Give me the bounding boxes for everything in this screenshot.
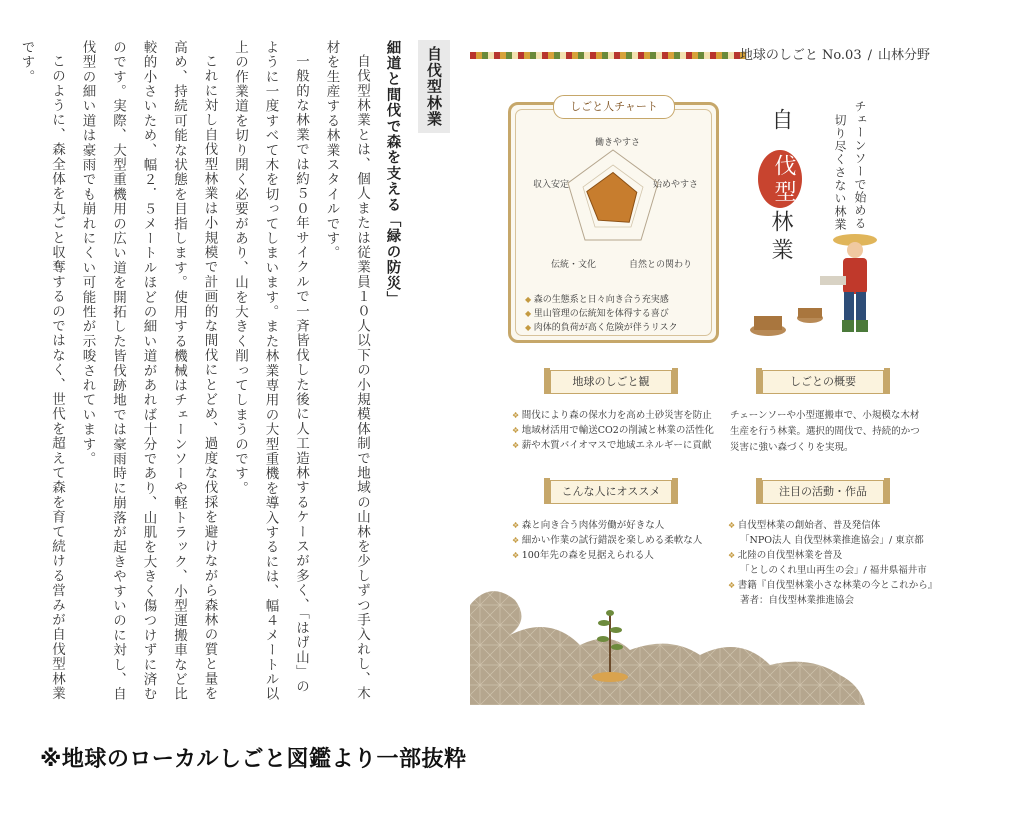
article-headline: 細道と間伐で森を支える「緑の防災」: [384, 40, 402, 307]
tag-recommend: こんな人にオススメ: [550, 480, 672, 504]
boot-icon: [842, 320, 854, 332]
radar-label-ease: 働きやすさ: [595, 138, 641, 148]
activity-item: ❖ 北陸の自伐型林業を普及: [728, 548, 937, 563]
woodcutter-illustration: [740, 230, 890, 350]
recommend-item: ❖ 細かい作業の試行錯誤を楽しめる柔軟な人: [512, 533, 702, 548]
radar-label-tradition: 伝統・文化: [551, 260, 597, 270]
article-paragraph: これに対し自伐型林業は小規模で計画的な間伐にとどめ、過度な伐採を避けながら森林の質と量を高め、持続可能な状態を目指します。使用する機械はチェーンソーや軽トラック、小型運搬車など比較的小さいため、幅２．５メートルほどの細い道があれば十分であり、山肌を大きく傷つけずに済むのです。実際、大型重機用の広い道を開拓した皆伐跡地では豪雨時に崩落が起きやすいのに対し、自伐型の細い道は豪雨でも崩れにくい可能性が示唆されています。: [79, 40, 218, 702]
title-bottom: 林業: [768, 210, 793, 266]
radar-label-start: 始めやすさ: [653, 180, 699, 190]
stump-icon: [798, 308, 822, 318]
leaf-icon: [598, 620, 610, 626]
activity-item: ❖ 自伐型林業の創始者、普及発信体: [728, 518, 937, 533]
activity-item: ❖ 書籍『自伐型林業小さな林業の今とこれから』: [728, 578, 937, 593]
activity-item: 著者：自伐型林業推進協会: [740, 595, 855, 606]
stump-icon: [754, 316, 782, 330]
radar-area: [587, 173, 637, 223]
category: 山林分野: [877, 48, 930, 63]
decorative-border: [470, 52, 746, 59]
boot-icon: [856, 320, 868, 332]
view-item: ❖ 地域材活用で輸送CO2の削減と林業の活性化: [512, 423, 714, 438]
article-text: [18, 40, 450, 705]
activity-item: 「としのくれ里山再生の会」/ 福井県福井市: [740, 565, 927, 576]
view-list: [512, 408, 714, 453]
catch-line-2: 切り尽くさない林業: [833, 114, 847, 231]
source-caption: ※地球のローカルしごと図鑑より一部抜粋: [40, 747, 467, 772]
radar-label-income: 収入安定: [533, 180, 570, 190]
catch-line-1: チェーンソーで始める: [853, 100, 867, 230]
title-top: 自: [768, 108, 793, 136]
infographic-panel: [470, 40, 940, 705]
overview-text: チェーンソーや小型運搬車で、小規模な木材生産を行う林業。選択的間伐で、持続的かつ災害に強い森づくりを実現。: [730, 410, 920, 453]
leaf-icon: [597, 636, 609, 642]
tag-activity: 注目の活動・作品: [762, 480, 884, 504]
soil-mound: [592, 672, 628, 682]
worker-leg: [856, 292, 866, 322]
chart-note: ◆ 森の生態系と日々向き合う充実感: [525, 293, 678, 307]
activity-item: 「NPO法人 自伐型林業推進協会」/ 東京都: [740, 535, 924, 546]
leaf-icon: [610, 627, 622, 633]
title-mid: 伐型: [771, 154, 796, 206]
series-number: 地球のしごと No.03: [739, 48, 862, 63]
ground-shape: [470, 591, 865, 705]
chart-note: ◆ 肉体的負荷が高く危険が伴うリスク: [525, 321, 678, 335]
ground-illustration: [470, 575, 870, 705]
header-separator: /: [867, 48, 872, 63]
tag-overview: しごとの概要: [762, 370, 884, 394]
recommend-item: ❖ 100年先の森を見据えられる人: [512, 548, 702, 563]
leaf-icon: [611, 644, 623, 650]
worker-leg: [844, 292, 854, 322]
worker-body: [843, 258, 867, 294]
chart-notes: [525, 293, 678, 335]
article-paragraph: 一般的な林業では約５０年サイクルで一斉皆伐した後に人工造林するケースが多く、「はげ山」のように一度すべて木を切ってしまいます。また林業専用の大型重機を導入するには、幅４メートル以上の作業道を切り開く必要があり、山を大きく削ってしまうのです。: [232, 40, 309, 702]
radar-label-nature: 自然との関わり: [629, 260, 693, 270]
view-item: ❖ 間伐により森の保水力を高め土砂災害を防止: [512, 408, 714, 423]
article-paragraph: このように、森全体を丸ごと収奪するのではなく、世代を超えて森を育て続ける営みが自伐型林業です。: [18, 40, 65, 701]
section-label: 自伐型林業: [418, 40, 451, 133]
face-icon: [847, 242, 863, 258]
job-chart-card: [508, 102, 719, 343]
chainsaw-icon: [820, 276, 846, 285]
panel-header: [740, 44, 930, 63]
tag-view: 地球のしごと観: [550, 370, 672, 394]
leaf-icon: [606, 610, 614, 616]
radar-chart: [563, 145, 663, 255]
article-paragraph: 自伐型林業とは、個人または従業員１０人以下の小規模体制で地域の山林を少しずつ手入れし、木材を生産する林業スタイルです。: [323, 40, 370, 701]
view-item: ❖ 薪や木質バイオマスで地域エネルギーに貢献: [512, 438, 714, 453]
recommend-list: [512, 518, 702, 563]
chart-note: ◆ 里山管理の伝統知を体得する喜び: [525, 307, 678, 321]
recommend-item: ❖ 森と向き合う肉体労働が好きな人: [512, 518, 702, 533]
chart-title: しごと人チャート: [553, 95, 675, 119]
